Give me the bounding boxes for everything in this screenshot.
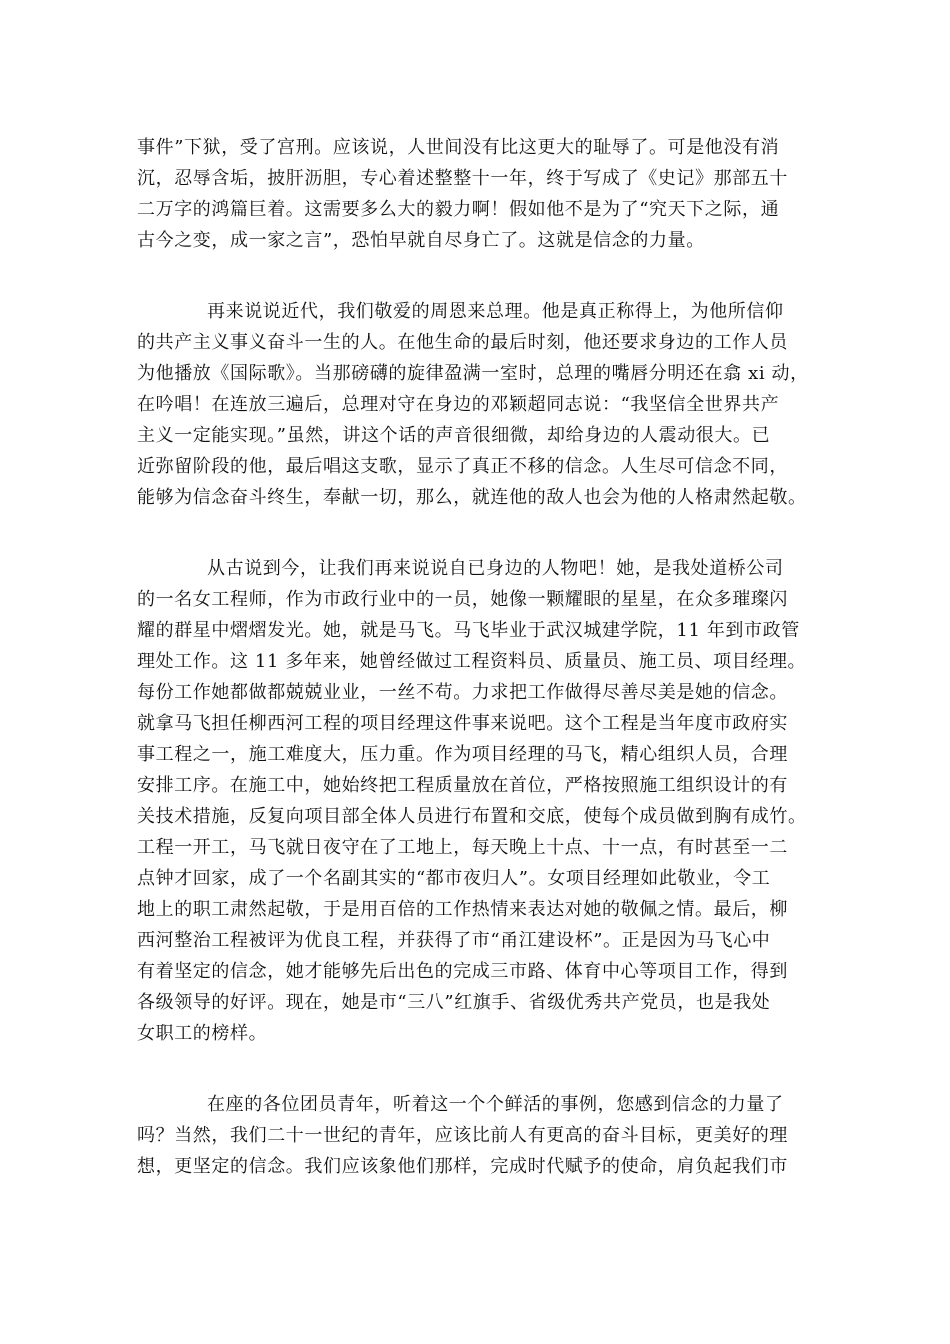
paragraph-spacer bbox=[137, 256, 821, 296]
paragraph-spacer bbox=[137, 513, 821, 553]
text-line: 事工程之一，施工难度大，压力重。作为项目经理的马飞，精心组织人员，合理 bbox=[137, 744, 788, 765]
text-line: 事件”下狱，受了宫刑。应该说，人世间没有比这更大的耻辱了。可是他没有消 bbox=[137, 137, 780, 158]
text-line: 耀的群星中熠熠发光。她，就是马飞。马飞毕业于武汉城建学院，11 年到市政管 bbox=[137, 620, 800, 641]
text-line: 西河整治工程被评为优良工程，并获得了市“甬江建设杯”。正是因为马飞心中 bbox=[137, 930, 771, 951]
body-text bbox=[137, 132, 821, 1182]
paragraph-ma-fei bbox=[137, 553, 821, 1049]
paragraph-spacer bbox=[137, 1049, 821, 1089]
text-line: 在吟唱！在连放三遍后，总理对守在身边的邓颖超同志说：“我坚信全世界共产 bbox=[137, 394, 780, 415]
text-line: 就拿马飞担任柳西河工程的项目经理这件事来说吧。这个工程是当年度市政府实 bbox=[137, 713, 788, 734]
text-line: 在座的各位团员青年，听着这一个个鲜活的事例，您感到信念的力量了 bbox=[207, 1094, 784, 1115]
text-line: 安排工序。在施工中，她始终把工程质量放在首位，严格按照施工组织设计的有 bbox=[137, 775, 788, 796]
text-line: 的共产主义事义奋斗一生的人。在他生命的最后时刻，他还要求身边的工作人员 bbox=[137, 332, 788, 353]
text-line: 理处工作。这 11 多年来，她曾经做过工程资料员、质量员、施工员、项目经理。 bbox=[137, 651, 807, 672]
text-line: 有着坚定的信念，她才能够先后出色的完成三市路、体育中心等项目工作，得到 bbox=[137, 961, 788, 982]
text-line: 每份工作她都做都兢兢业业，一丝不苟。力求把工作做得尽善尽美是她的信念。 bbox=[137, 682, 788, 703]
text-line: 从古说到今，让我们再来说说自已身边的人物吧！她，是我处道桥公司 bbox=[207, 558, 784, 579]
text-line: 沉，忍辱含垢，披肝沥胆，专心着述整整十一年，终于写成了《史记》那部五十 bbox=[137, 168, 788, 189]
text-line: 的一名女工程师，作为市政行业中的一员，她像一颗耀眼的星星，在众多璀璨闪 bbox=[137, 589, 788, 610]
text-line: 关技术措施，反复向项目部全体人员进行布置和交底，使每个成员做到胸有成竹。 bbox=[137, 806, 807, 827]
paragraph-youth bbox=[137, 1089, 821, 1182]
text-line: 主义一定能实现。”虽然，讲这个话的声音很细微，却给身边的人震动很大。已 bbox=[137, 425, 771, 446]
text-line: 女职工的榜样。 bbox=[137, 1023, 268, 1044]
text-line: 吗？当然，我们二十一世纪的青年，应该比前人有更高的奋斗目标，更美好的理 bbox=[137, 1125, 788, 1146]
text-line: 点钟才回家，成了一个名副其实的“都市夜归人”。女项目经理如此敬业，令工 bbox=[137, 868, 771, 889]
text-line: 地上的职工肃然起敬，于是用百倍的工作热情来表达对她的敬佩之情。最后，柳 bbox=[137, 899, 788, 920]
text-line: 为他播放《国际歌》。当那磅礴的旋律盈满一室时，总理的嘴唇分明还在翕 xi 动， bbox=[137, 363, 809, 384]
text-line: 工程一开工，马飞就日夜守在了工地上，每天晚上十点、十一点，有时甚至一二 bbox=[137, 837, 788, 858]
text-line: 二万字的鸿篇巨着。这需要多么大的毅力啊！假如他不是为了“究天下之际，通 bbox=[137, 199, 780, 220]
text-line: 能够为信念奋斗终生，奉献一切，那么，就连他的敌人也会为他的人格肃然起敬。 bbox=[137, 487, 807, 508]
text-line: 各级领导的好评。现在，她是市“三八”红旗手、省级优秀共产党员，也是我处 bbox=[137, 992, 771, 1013]
paragraph-zhou-enlai bbox=[137, 296, 821, 513]
text-line: 近弥留阶段的他，最后唱这支歌，显示了真正不移的信念。人生尽可信念不同， bbox=[137, 456, 788, 477]
text-line: 想，更坚定的信念。我们应该象他们那样，完成时代赋予的使命，肩负起我们市 bbox=[137, 1156, 788, 1177]
paragraph-sima-qian bbox=[137, 132, 821, 256]
text-line: 古今之变，成一家之言”，恐怕早就自尽身亡了。这就是信念的力量。 bbox=[137, 230, 705, 251]
text-line: 再来说说近代，我们敬爱的周恩来总理。他是真正称得上，为他所信仰 bbox=[207, 301, 784, 322]
